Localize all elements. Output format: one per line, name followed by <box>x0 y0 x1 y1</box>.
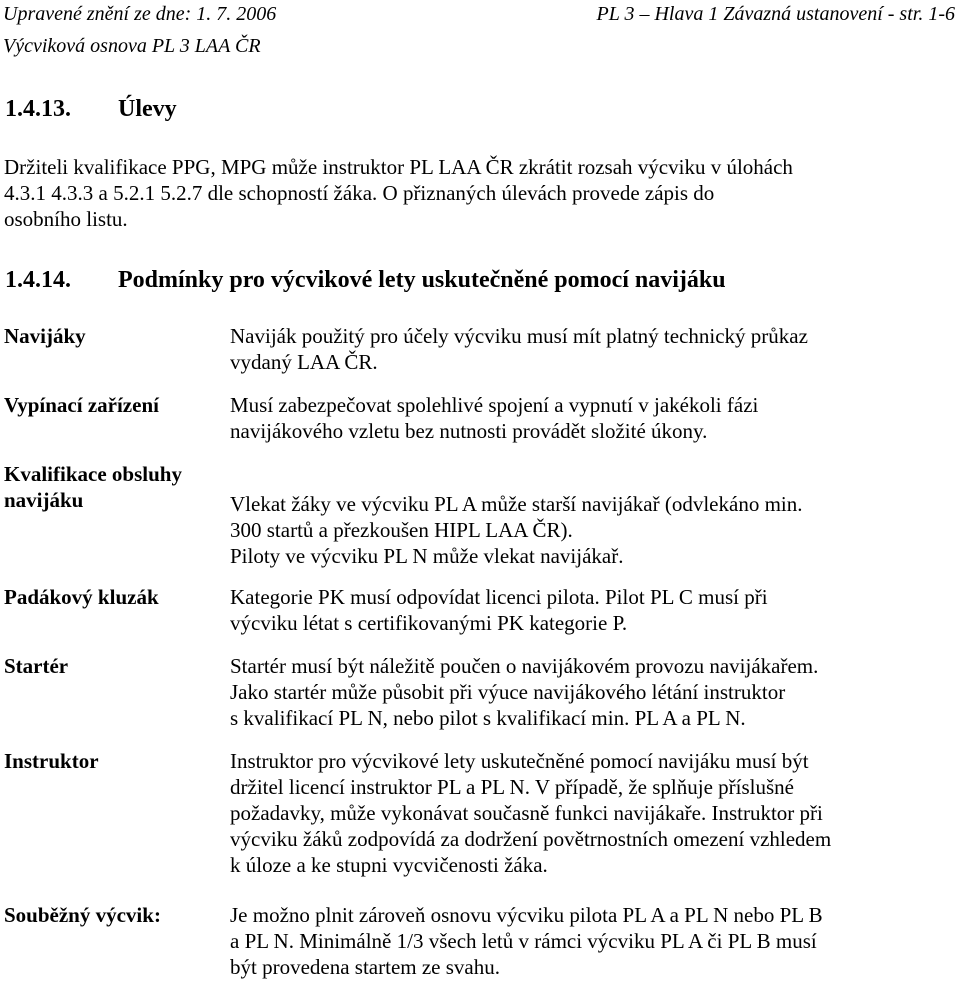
definition-instruktor <box>230 748 956 878</box>
definition-line: Musí zabezpečovat spolehlivé spojení a vypnutí v jakékoli fázi <box>230 393 759 417</box>
term-line: Vypínací zařízení <box>4 393 159 417</box>
definition-line: a PL N. Minimálně 1/3 všech letů v rámci výcviku PL A či PL B musí <box>230 929 817 953</box>
section-number: 1.4.14. <box>5 267 71 293</box>
term-line: Navijáky <box>4 324 86 348</box>
section-heading-podminky <box>5 265 726 295</box>
definition-kvalifikace-obsluhy <box>230 491 956 569</box>
definition-line: požadavky, může vykonávat současně funkci navijákaře. Instruktor při <box>230 801 823 825</box>
definition-line: Piloty ve výcviku PL N může vlekat navijákař. <box>230 544 624 568</box>
definition-line: Startér musí být náležitě poučen o navijákovém provozu navijákařem. <box>230 654 819 678</box>
term-starter <box>4 653 68 679</box>
paragraph-line: osobního listu. <box>4 207 128 231</box>
definition-line: výcviku žáků zodpovídá za dodržení povětrnostních omezení vzhledem <box>230 827 832 851</box>
definition-starter <box>230 653 956 731</box>
term-soubezny-vycvik <box>4 902 161 928</box>
term-line: Padákový kluzák <box>4 585 159 609</box>
term-line: Souběžný výcvik: <box>4 903 161 927</box>
definition-vypinaci-zarizeni <box>230 392 956 444</box>
definition-navijaky <box>230 323 956 375</box>
section-title: Úlevy <box>118 96 177 122</box>
header-document-title: Výcviková osnova PL 3 LAA ČR <box>3 35 261 57</box>
definition-line: Instruktor pro výcvikové lety uskutečněné pomocí navijáku musí být <box>230 749 809 773</box>
term-navijaky <box>4 323 86 349</box>
definition-line: být provedena startem ze svahu. <box>230 955 500 979</box>
term-vypinaci-zarizeni <box>4 392 159 418</box>
definition-line: výcviku létat s certifikovanými PK kategorie P. <box>230 611 628 635</box>
definition-line: Je možno plnit zároveň osnovu výcviku pilota PL A a PL N nebo PL B <box>230 903 823 927</box>
term-padakovy-kluzak <box>4 584 159 610</box>
term-line: Startér <box>4 654 69 678</box>
paragraph-line: 4.3.1 4.3.3 a 5.2.1 5.2.7 dle schopností žáka. O přiznaných úlevách provede zápis do <box>4 181 715 205</box>
term-instruktor <box>4 748 99 774</box>
definition-line: k úloze a ke stupni vycvičenosti žáka. <box>230 853 548 877</box>
term-line: navijáku <box>4 488 84 512</box>
definition-soubezny-vycvik <box>230 902 956 980</box>
definition-line: držitel licencí instruktor PL a PL N. V případě, že splňuje příslušné <box>230 775 794 799</box>
definition-line: s kvalifikací PL N, nebo pilot s kvalifikací min. PL A a PL N. <box>230 706 746 730</box>
section-title: Podmínky pro výcvikové lety uskutečněné pomocí navijáku <box>118 267 726 293</box>
term-line: Kvalifikace obsluhy <box>4 462 182 486</box>
definition-padakovy-kluzak <box>230 584 956 636</box>
section-number: 1.4.13. <box>5 96 71 122</box>
definition-line: Naviják použitý pro účely výcviku musí mít platný technický průkaz <box>230 324 808 348</box>
header-date: Upravené znění ze dne: 1. 7. 2006 <box>3 3 277 25</box>
definition-line: vydaný LAA ČR. <box>230 350 378 374</box>
definition-line: Jako startér může působit při výuce navijákového létání instruktor <box>230 680 786 704</box>
paragraph-line: Držiteli kvalifikace PPG, MPG může instruktor PL LAA ČR zkrátit rozsah výcviku v úlohách <box>4 155 793 179</box>
section-heading-ulevy <box>5 94 177 124</box>
definition-line: 300 startů a přezkoušen HIPL LAA ČR). <box>230 518 573 542</box>
definition-line: Kategorie PK musí odpovídat licenci pilota. Pilot PL C musí při <box>230 585 768 609</box>
header-chapter-page: PL 3 – Hlava 1 Závazná ustanovení - str. 1-6 <box>596 3 955 25</box>
term-line: Instruktor <box>4 749 99 773</box>
term-kvalifikace-obsluhy <box>4 461 182 513</box>
definition-line: Vlekat žáky ve výcviku PL A může starší navijákař (odvlekáno min. <box>230 492 803 516</box>
definition-line: navijákového vzletu bez nutnosti provádět složité úkony. <box>230 419 708 443</box>
section-paragraph <box>4 154 956 232</box>
